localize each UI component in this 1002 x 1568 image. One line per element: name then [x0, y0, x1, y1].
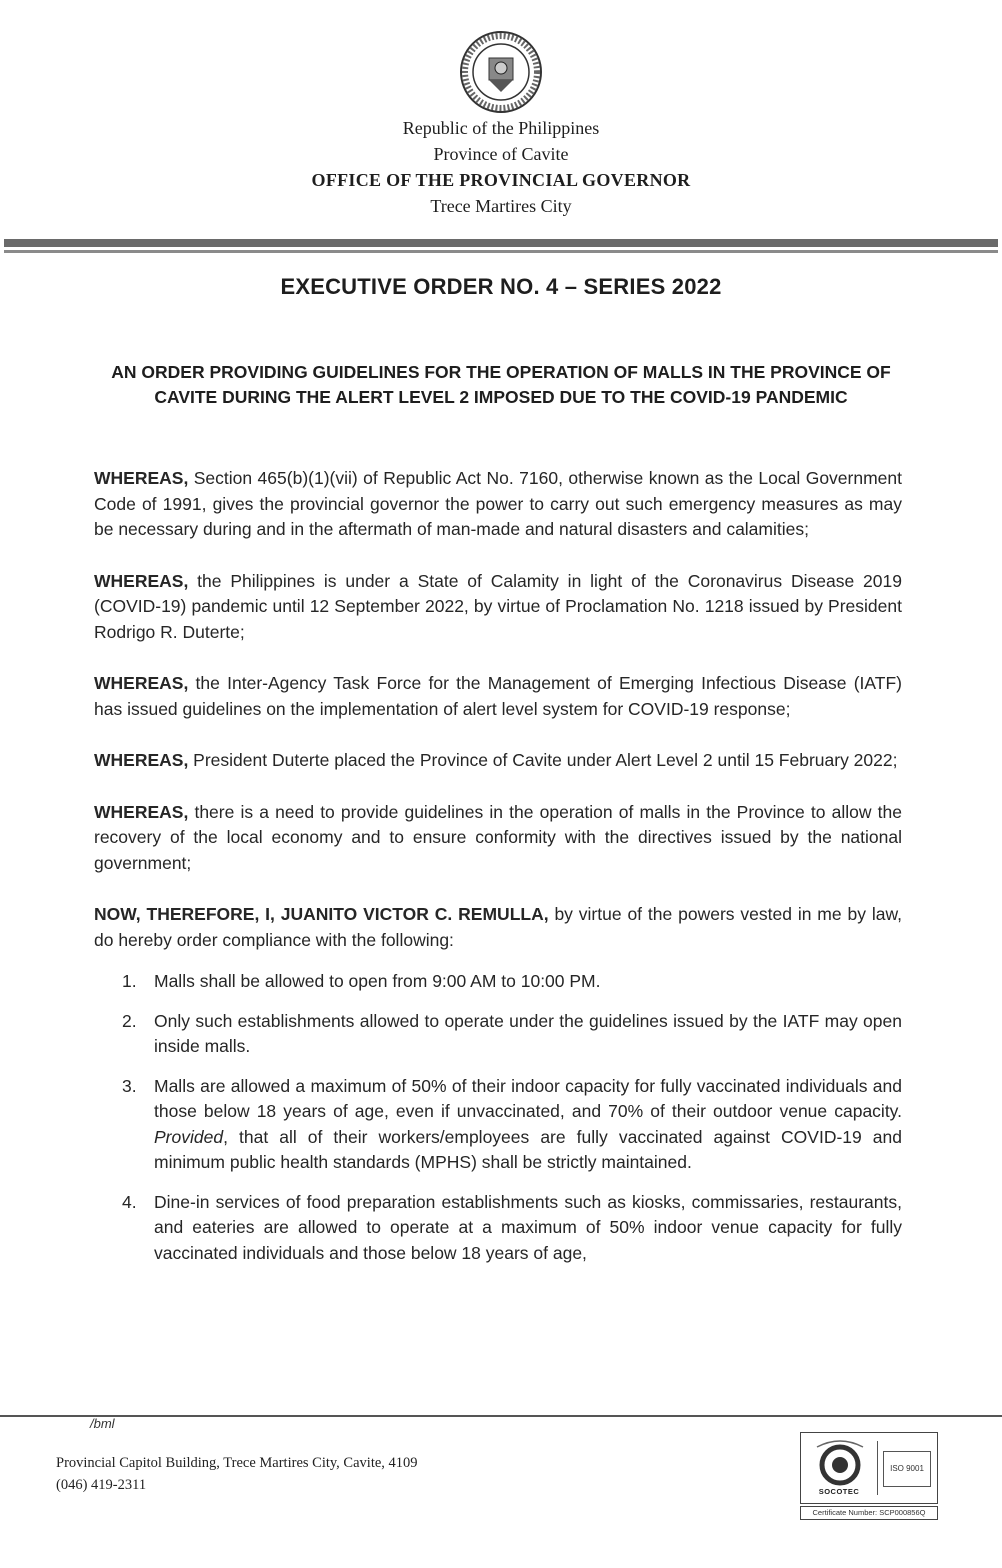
whereas-text: the Inter-Agency Task Force for the Management of Emerging Infectious Disease (IATF) has issued guidelines on the implementation of alert level system for COVID-19 response;: [94, 673, 902, 719]
order-item: [94, 1009, 902, 1060]
therefore-clause: [94, 902, 902, 953]
whereas-text: President Duterte placed the Province of Cavite under Alert Level 2 until 15 February 2022;: [188, 750, 898, 770]
republic-line: Republic of the Philippines: [402, 118, 600, 138]
therefore-text: by virtue of the powers vested in me by law, do hereby order compliance with the following:: [94, 904, 902, 950]
order-text: Malls are allowed a maximum of 50% of their indoor capacity for fully vaccinated individuals and those below 18 years of age, even if unvaccinated, and 70% of their outdoor venue capacity.: [154, 1075, 902, 1121]
whereas-keyword: WHEREAS,: [94, 570, 189, 591]
typist-initials: /bml: [90, 1416, 115, 1431]
whereas-keyword: WHEREAS,: [94, 750, 189, 770]
order-text-cont: , that all of their workers/employees are fully vaccinated against COVID-19 and minimum public health standards (MPHS) shall be strictly maintained.: [154, 1126, 902, 1172]
letterhead: [0, 115, 1002, 219]
order-text: Malls shall be allowed to open from 9:00 AM to 10:00 PM.: [154, 971, 601, 991]
whereas-text: Section 465(b)(1)(vii) of Republic Act No. 7160, otherwise known as the Local Government Code of 1991, gives the provincial governor the power to carry out such emergency measures as may be necessary during and in the aftermath of man-made and natural disasters and calamities;: [94, 468, 902, 539]
header-rule-thick: [4, 239, 998, 247]
certification-brand: SOCOTEC: [818, 1487, 860, 1496]
footer-address: Provincial Capitol Building, Trece Martires City, Cavite, 4109: [56, 1455, 418, 1471]
whereas-keyword: WHEREAS,: [94, 468, 189, 488]
order-number: 2.: [122, 1010, 137, 1031]
order-subject: AN ORDER PROVIDING GUIDELINES FOR THE OPERATION OF MALLS IN THE PROVINCE OF CAVITE DURING THE ALERT LEVEL 2 IMPOSED DUE TO THE COVID-19 PANDEMIC: [111, 362, 891, 407]
order-item: [94, 969, 902, 995]
order-item: [94, 1074, 902, 1176]
header-rule-thin: [4, 250, 998, 253]
footer-phone: (046) 419-2311: [56, 1477, 147, 1493]
certification-badge: [800, 1432, 938, 1504]
order-number: 4.: [122, 1191, 137, 1212]
order-emphasis: Provided: [154, 1126, 224, 1147]
whereas-clause: [94, 569, 902, 646]
whereas-text: there is a need to provide guidelines in the operation of malls in the Province to allow the recovery of the local economy and to ensure conformity with the directives issued by the national government;: [94, 801, 902, 873]
whereas-keyword: WHEREAS,: [94, 801, 189, 822]
iso-mark: ISO 9001: [883, 1451, 931, 1487]
whereas-clause: [94, 748, 902, 774]
whereas-clause: [94, 466, 902, 543]
order-text: Only such establishments allowed to operate under the guidelines issued by the IATF may open inside malls.: [154, 1010, 902, 1056]
city-line: Trece Martires City: [430, 196, 572, 216]
province-line: Province of Cavite: [433, 144, 569, 164]
footer-address-block: [56, 1452, 418, 1496]
order-number: 1.: [122, 971, 137, 991]
certificate-number: Certificate Number: SCP000856Q: [800, 1506, 938, 1520]
order-number: 3.: [122, 1075, 137, 1096]
footer-rule: [0, 1415, 1002, 1417]
certification-divider: [877, 1441, 878, 1495]
order-body: [94, 466, 902, 1280]
provincial-seal-icon: [459, 30, 543, 114]
whereas-clause: [94, 800, 902, 877]
whereas-text: the Philippines is under a State of Calamity in light of the Coronavirus Disease 2019 (COVID-19) pandemic until 12 September 2022, by virtue of Proclamation No. 1218 issued by President Rodrigo R. Duterte;: [94, 570, 902, 642]
order-text: Dine-in services of food preparation establishments such as kiosks, commissaries, restaurants, and eateries are allowed to operate at a maximum of 50% indoor venue capacity for fully vaccinated individuals and those below 18 years of age,: [154, 1191, 902, 1263]
executive-order-title: EXECUTIVE ORDER NO. 4 – SERIES 2022: [280, 274, 722, 299]
whereas-clause: [94, 671, 902, 722]
therefore-keyword: NOW, THEREFORE, I, JUANITO VICTOR C. REMULLA,: [94, 904, 549, 924]
order-item: [94, 1190, 902, 1267]
whereas-keyword: WHEREAS,: [94, 673, 189, 693]
order-list: [94, 969, 902, 1266]
office-line: OFFICE OF THE PROVINCIAL GOVERNOR: [311, 170, 691, 190]
